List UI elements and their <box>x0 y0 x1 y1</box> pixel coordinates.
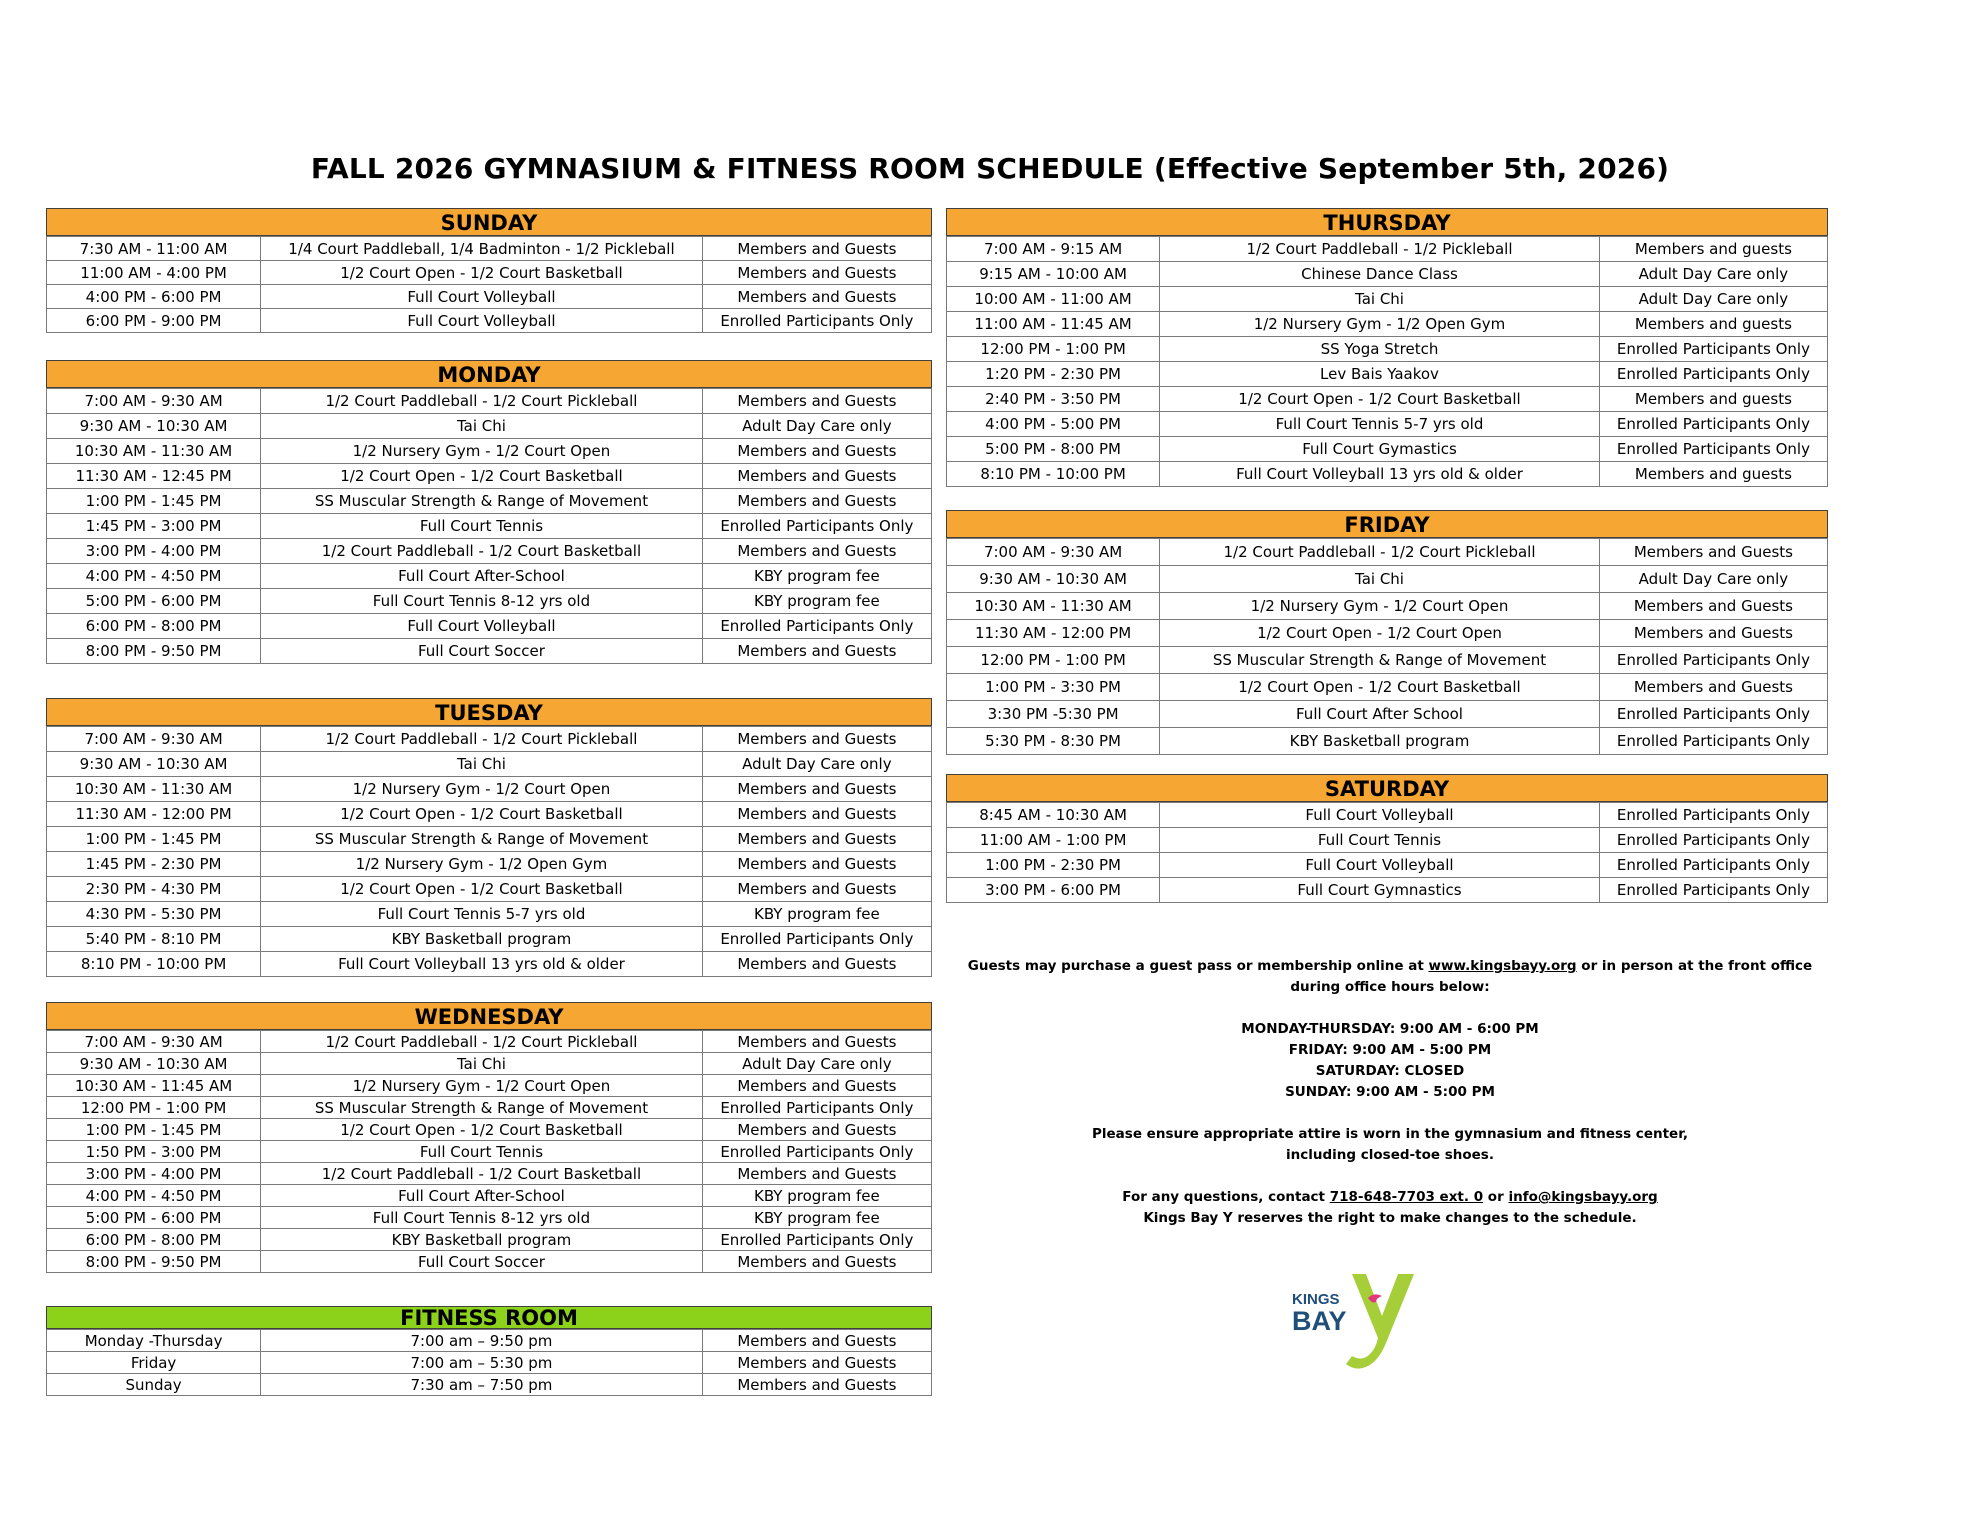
time-cell: 11:00 AM - 11:45 AM <box>947 312 1160 337</box>
schedule-row <box>47 1229 932 1251</box>
time-cell: 1:45 PM - 2:30 PM <box>47 852 261 877</box>
access-cell: Enrolled Participants Only <box>1599 412 1827 437</box>
schedule-row <box>947 312 1828 337</box>
activity-cell: 1/2 Court Open - 1/2 Court Basketball <box>1160 674 1600 701</box>
time-cell: 11:30 AM - 12:00 PM <box>47 802 261 827</box>
access-cell: Members and Guests <box>702 539 931 564</box>
schedule-row <box>47 1141 932 1163</box>
schedule-row <box>947 362 1828 387</box>
schedule-row <box>947 878 1828 903</box>
schedule-row <box>47 1330 932 1352</box>
fitness-room-table <box>46 1329 932 1396</box>
activity-cell: 1/2 Court Open - 1/2 Court Basketball <box>1160 387 1600 412</box>
activity-cell: Full Court Volleyball <box>1160 803 1600 828</box>
activity-cell: Full Court Volleyball 13 yrs old & older <box>261 952 703 977</box>
time-cell: 7:00 AM - 9:30 AM <box>47 727 261 752</box>
time-cell: 11:30 AM - 12:45 PM <box>47 464 261 489</box>
saturday-table <box>946 802 1828 903</box>
activity-cell: 1/2 Court Open - 1/2 Court Open <box>1160 620 1600 647</box>
time-cell: 4:00 PM - 5:00 PM <box>947 412 1160 437</box>
time-cell: 1:50 PM - 3:00 PM <box>47 1141 261 1163</box>
schedule-row <box>47 514 932 539</box>
time-cell: 1:00 PM - 1:45 PM <box>47 489 261 514</box>
access-cell: Adult Day Care only <box>1599 566 1827 593</box>
schedule-row <box>47 927 932 952</box>
access-cell: Enrolled Participants Only <box>702 1141 931 1163</box>
time-cell: 8:10 PM - 10:00 PM <box>47 952 261 977</box>
activity-cell: SS Muscular Strength & Range of Movement <box>1160 647 1600 674</box>
activity-cell: Full Court Tennis 5-7 yrs old <box>1160 412 1600 437</box>
activity-cell: 1/2 Nursery Gym - 1/2 Court Open <box>261 1075 703 1097</box>
activity-cell: 1/2 Court Open - 1/2 Court Basketball <box>261 802 703 827</box>
schedule-row <box>47 902 932 927</box>
activity-cell: Tai Chi <box>1160 566 1600 593</box>
time-cell: 2:30 PM - 4:30 PM <box>47 877 261 902</box>
time-cell: 11:00 AM - 4:00 PM <box>47 261 261 285</box>
time-cell: 4:00 PM - 6:00 PM <box>47 285 261 309</box>
fitness-room-section <box>46 1306 932 1396</box>
schedule-row <box>947 412 1828 437</box>
schedule-row <box>47 1053 932 1075</box>
activity-cell: Full Court Volleyball <box>261 614 703 639</box>
access-cell: Members and Guests <box>702 952 931 977</box>
schedule-row <box>947 828 1828 853</box>
schedule-row <box>47 1031 932 1053</box>
schedule-row <box>47 539 932 564</box>
access-cell: Members and Guests <box>702 727 931 752</box>
time-cell: 9:30 AM - 10:30 AM <box>47 752 261 777</box>
activity-cell: Full Court Tennis 8-12 yrs old <box>261 1207 703 1229</box>
time-cell: 5:40 PM - 8:10 PM <box>47 927 261 952</box>
rights-note: Kings Bay Y reserves the right to make changes to the schedule. <box>1143 1210 1637 1226</box>
access-cell: Enrolled Participants Only <box>1599 803 1827 828</box>
time-cell: 5:00 PM - 8:00 PM <box>947 437 1160 462</box>
activity-cell: Full Court Gymnastics <box>1160 878 1600 903</box>
activity-cell: 1/2 Court Paddleball - 1/2 Court Pickleball <box>1160 539 1600 566</box>
office-hours-mon-thu: MONDAY-THURSDAY: 9:00 AM - 6:00 PM <box>1241 1021 1539 1037</box>
time-cell: 5:00 PM - 6:00 PM <box>47 589 261 614</box>
activity-cell: Full Court After School <box>1160 701 1600 728</box>
access-cell: Members and guests <box>1599 462 1827 487</box>
access-cell: Members and Guests <box>702 237 931 261</box>
activity-cell: 1/2 Court Paddleball - 1/2 Court Basketball <box>261 1163 703 1185</box>
time-cell: 11:30 AM - 12:00 PM <box>947 620 1160 647</box>
activity-cell: 1/2 Court Open - 1/2 Court Basketball <box>261 261 703 285</box>
time-cell: 7:00 AM - 9:15 AM <box>947 237 1160 262</box>
wednesday-header: WEDNESDAY <box>46 1002 932 1030</box>
activity-cell: KBY Basketball program <box>261 927 703 952</box>
schedule-row <box>47 261 932 285</box>
time-cell: 2:40 PM - 3:50 PM <box>947 387 1160 412</box>
schedule-row <box>47 389 932 414</box>
access-cell: Adult Day Care only <box>702 1053 931 1075</box>
activity-cell: Full Court Gymastics <box>1160 437 1600 462</box>
time-cell: 12:00 PM - 1:00 PM <box>947 337 1160 362</box>
schedule-row <box>47 589 932 614</box>
schedule-row <box>947 387 1828 412</box>
access-cell: Members and guests <box>1599 387 1827 412</box>
access-cell: Adult Day Care only <box>702 752 931 777</box>
access-cell: Members and Guests <box>1599 674 1827 701</box>
office-hours-fri: FRIDAY: 9:00 AM - 5:00 PM <box>1288 1042 1492 1058</box>
activity-cell: Full Court Tennis <box>1160 828 1600 853</box>
activity-cell: SS Muscular Strength & Range of Movement <box>261 1097 703 1119</box>
access-cell: Members and Guests <box>702 1330 931 1352</box>
activity-cell: KBY Basketball program <box>1160 728 1600 755</box>
access-cell: Enrolled Participants Only <box>1599 337 1827 362</box>
time-cell: 1:45 PM - 3:00 PM <box>47 514 261 539</box>
access-cell: Members and Guests <box>702 827 931 852</box>
time-cell: 4:00 PM - 4:50 PM <box>47 1185 261 1207</box>
time-cell: Friday <box>47 1352 261 1374</box>
activity-cell: Full Court Volleyball <box>261 285 703 309</box>
activity-cell: Lev Bais Yaakov <box>1160 362 1600 387</box>
tuesday-section <box>46 698 932 977</box>
access-cell: Members and Guests <box>702 489 931 514</box>
time-cell: 12:00 PM - 1:00 PM <box>47 1097 261 1119</box>
attire-note-line2: including closed-toe shoes. <box>1286 1147 1494 1163</box>
schedule-row <box>47 777 932 802</box>
schedule-row <box>47 414 932 439</box>
time-cell: 6:00 PM - 9:00 PM <box>47 309 261 333</box>
schedule-row <box>47 1163 932 1185</box>
attire-note-line1: Please ensure appropriate attire is worn in the gymnasium and fitness center, <box>1092 1126 1688 1142</box>
monday-section <box>46 360 932 664</box>
activity-cell: Full Court Volleyball 13 yrs old & older <box>1160 462 1600 487</box>
activity-cell: Full Court Volleyball <box>1160 853 1600 878</box>
schedule-row <box>47 1374 932 1396</box>
time-cell: 7:00 AM - 9:30 AM <box>47 389 261 414</box>
access-cell: Adult Day Care only <box>1599 287 1827 312</box>
schedule-row <box>947 674 1828 701</box>
access-cell: Members and Guests <box>702 261 931 285</box>
contact-note: For any questions, contact 718-648-7703 ext. 0 or info@kingsbayy.org <box>1122 1189 1658 1205</box>
time-cell: 1:00 PM - 1:45 PM <box>47 827 261 852</box>
guest-pass-note: Guests may purchase a guest pass or membership online at www.kingsbayy.org or in person at the front office during office hours below: <box>967 958 1813 995</box>
activity-cell: Tai Chi <box>1160 287 1600 312</box>
activity-cell: 1/4 Court Paddleball, 1/4 Badminton - 1/2 Pickleball <box>261 237 703 261</box>
time-cell: 5:00 PM - 6:00 PM <box>47 1207 261 1229</box>
time-cell: 7:00 AM - 9:30 AM <box>947 539 1160 566</box>
activity-cell: KBY Basketball program <box>261 1229 703 1251</box>
office-hours-sun: SUNDAY: 9:00 AM - 5:00 PM <box>1285 1084 1495 1100</box>
logo-kings-text: KINGS <box>1292 1291 1340 1308</box>
activity-cell: 1/2 Court Open - 1/2 Court Basketball <box>261 877 703 902</box>
access-cell: Members and Guests <box>702 464 931 489</box>
activity-cell: SS Muscular Strength & Range of Movement <box>261 827 703 852</box>
schedule-row <box>47 1207 932 1229</box>
schedule-row <box>947 237 1828 262</box>
schedule-row <box>47 1251 932 1273</box>
sunday-header: SUNDAY <box>46 208 932 236</box>
access-cell: Members and Guests <box>702 389 931 414</box>
wednesday-section <box>46 1002 932 1273</box>
activity-cell: Full Court Tennis <box>261 1141 703 1163</box>
friday-section <box>946 510 1828 755</box>
info-block <box>950 956 1830 1229</box>
activity-cell: 1/2 Nursery Gym - 1/2 Court Open <box>1160 593 1600 620</box>
saturday-header: SATURDAY <box>946 774 1828 802</box>
schedule-row <box>947 853 1828 878</box>
access-cell: Enrolled Participants Only <box>702 614 931 639</box>
activity-cell: 1/2 Court Paddleball - 1/2 Court Pickleball <box>261 1031 703 1053</box>
access-cell: Adult Day Care only <box>702 414 931 439</box>
page-title: FALL 2026 GYMNASIUM & FITNESS ROOM SCHEDULE (Effective September 5th, 2026) <box>310 152 1670 185</box>
schedule-row <box>47 237 932 261</box>
access-cell: Enrolled Participants Only <box>1599 878 1827 903</box>
activity-cell: SS Muscular Strength & Range of Movement <box>261 489 703 514</box>
schedule-row <box>47 727 932 752</box>
schedule-row <box>947 647 1828 674</box>
schedule-row <box>947 262 1828 287</box>
schedule-row <box>47 1097 932 1119</box>
time-cell: 7:30 AM - 11:00 AM <box>47 237 261 261</box>
time-cell: 12:00 PM - 1:00 PM <box>947 647 1160 674</box>
access-cell: Enrolled Participants Only <box>702 927 931 952</box>
access-cell: Members and Guests <box>702 1031 931 1053</box>
access-cell: Enrolled Participants Only <box>1599 437 1827 462</box>
activity-cell: Full Court Tennis 5-7 yrs old <box>261 902 703 927</box>
access-cell: Members and Guests <box>702 439 931 464</box>
wednesday-table <box>46 1030 932 1273</box>
access-cell: KBY program fee <box>702 1207 931 1229</box>
schedule-row <box>47 489 932 514</box>
time-cell: 8:00 PM - 9:50 PM <box>47 639 261 664</box>
schedule-row <box>47 827 932 852</box>
access-cell: Enrolled Participants Only <box>1599 853 1827 878</box>
activity-cell: Full Court After-School <box>261 564 703 589</box>
schedule-row <box>47 564 932 589</box>
activity-cell: SS Yoga Stretch <box>1160 337 1600 362</box>
schedule-row <box>947 462 1828 487</box>
time-cell: 3:30 PM -5:30 PM <box>947 701 1160 728</box>
time-cell: 8:45 AM - 10:30 AM <box>947 803 1160 828</box>
access-cell: Enrolled Participants Only <box>702 309 931 333</box>
access-cell: Members and Guests <box>702 777 931 802</box>
activity-cell: Tai Chi <box>261 1053 703 1075</box>
email-link[interactable]: info@kingsbayy.org <box>1508 1189 1658 1205</box>
schedule-row <box>947 337 1828 362</box>
sunday-section <box>46 208 932 333</box>
time-cell: 1:00 PM - 1:45 PM <box>47 1119 261 1141</box>
access-cell: KBY program fee <box>702 564 931 589</box>
logo-bay-text: BAY <box>1292 1306 1347 1336</box>
schedule-row <box>947 701 1828 728</box>
access-cell: Enrolled Participants Only <box>1599 728 1827 755</box>
schedule-row <box>947 566 1828 593</box>
time-cell: 1:00 PM - 3:30 PM <box>947 674 1160 701</box>
tuesday-header: TUESDAY <box>46 698 932 726</box>
schedule-row <box>47 614 932 639</box>
time-cell: 3:00 PM - 4:00 PM <box>47 1163 261 1185</box>
access-cell: Members and guests <box>1599 237 1827 262</box>
access-cell: Enrolled Participants Only <box>1599 647 1827 674</box>
kings-bay-y-logo <box>1290 1268 1440 1378</box>
access-cell: Members and Guests <box>1599 593 1827 620</box>
monday-table <box>46 388 932 664</box>
access-cell: Members and Guests <box>702 1374 931 1396</box>
access-cell: Members and Guests <box>702 877 931 902</box>
sunday-table <box>46 236 932 333</box>
saturday-section <box>946 774 1828 903</box>
time-cell: Sunday <box>47 1374 261 1396</box>
access-cell: Enrolled Participants Only <box>1599 701 1827 728</box>
time-cell: 10:30 AM - 11:30 AM <box>47 439 261 464</box>
activity-cell: Full Court Soccer <box>261 1251 703 1273</box>
schedule-row <box>47 439 932 464</box>
schedule-row <box>947 437 1828 462</box>
access-cell: Members and Guests <box>702 1163 931 1185</box>
logo-y-icon <box>1346 1274 1414 1369</box>
access-cell: KBY program fee <box>702 589 931 614</box>
schedule-row <box>47 285 932 309</box>
schedule-row <box>47 852 932 877</box>
time-cell: 10:30 AM - 11:45 AM <box>47 1075 261 1097</box>
time-cell: 4:30 PM - 5:30 PM <box>47 902 261 927</box>
time-cell: 8:00 PM - 9:50 PM <box>47 1251 261 1273</box>
time-cell: 10:30 AM - 11:30 AM <box>947 593 1160 620</box>
time-cell: 3:00 PM - 6:00 PM <box>947 878 1160 903</box>
schedule-row <box>47 802 932 827</box>
schedule-row <box>47 1075 932 1097</box>
schedule-row <box>47 752 932 777</box>
thursday-table <box>946 236 1828 487</box>
activity-cell: Full Court Volleyball <box>261 309 703 333</box>
access-cell: Members and Guests <box>702 1352 931 1374</box>
schedule-row <box>47 464 932 489</box>
time-cell: 1:00 PM - 2:30 PM <box>947 853 1160 878</box>
access-cell: KBY program fee <box>702 1185 931 1207</box>
time-cell: 10:00 AM - 11:00 AM <box>947 287 1160 312</box>
activity-cell: 1/2 Court Open - 1/2 Court Basketball <box>261 464 703 489</box>
access-cell: Members and Guests <box>702 802 931 827</box>
schedule-row <box>47 1185 932 1207</box>
access-cell: Members and Guests <box>702 1075 931 1097</box>
time-cell: 5:30 PM - 8:30 PM <box>947 728 1160 755</box>
activity-cell: Tai Chi <box>261 414 703 439</box>
access-cell: Members and Guests <box>702 1251 931 1273</box>
time-cell: 6:00 PM - 8:00 PM <box>47 1229 261 1251</box>
monday-header: MONDAY <box>46 360 932 388</box>
access-cell: Members and Guests <box>702 1119 931 1141</box>
activity-cell: Full Court After-School <box>261 1185 703 1207</box>
friday-table <box>946 538 1828 755</box>
time-cell: 10:30 AM - 11:30 AM <box>47 777 261 802</box>
schedule-row <box>47 952 932 977</box>
schedule-row <box>47 639 932 664</box>
access-cell: Members and Guests <box>702 639 931 664</box>
access-cell: Enrolled Participants Only <box>702 1097 931 1119</box>
friday-header: FRIDAY <box>946 510 1828 538</box>
activity-cell: 1/2 Nursery Gym - 1/2 Open Gym <box>1160 312 1600 337</box>
schedule-row <box>47 1352 932 1374</box>
access-cell: Members and Guests <box>702 285 931 309</box>
time-cell: 3:00 PM - 4:00 PM <box>47 539 261 564</box>
access-cell: Enrolled Participants Only <box>702 514 931 539</box>
time-cell: 4:00 PM - 4:50 PM <box>47 564 261 589</box>
access-cell: Members and Guests <box>702 852 931 877</box>
activity-cell: 7:00 am – 9:50 pm <box>261 1330 703 1352</box>
activity-cell: Full Court Tennis 8-12 yrs old <box>261 589 703 614</box>
activity-cell: 1/2 Nursery Gym - 1/2 Open Gym <box>261 852 703 877</box>
activity-cell: 1/2 Court Open - 1/2 Court Basketball <box>261 1119 703 1141</box>
activity-cell: Chinese Dance Class <box>1160 262 1600 287</box>
office-hours-sat: SATURDAY: CLOSED <box>1315 1063 1465 1079</box>
schedule-row <box>47 877 932 902</box>
activity-cell: 1/2 Nursery Gym - 1/2 Court Open <box>261 439 703 464</box>
tuesday-table <box>46 726 932 977</box>
access-cell: KBY program fee <box>702 902 931 927</box>
access-cell: Enrolled Participants Only <box>1599 828 1827 853</box>
time-cell: 6:00 PM - 8:00 PM <box>47 614 261 639</box>
access-cell: Members and Guests <box>1599 539 1827 566</box>
activity-cell: Full Court Soccer <box>261 639 703 664</box>
time-cell: 9:30 AM - 10:30 AM <box>947 566 1160 593</box>
access-cell: Adult Day Care only <box>1599 262 1827 287</box>
access-cell: Enrolled Participants Only <box>1599 362 1827 387</box>
time-cell: 9:15 AM - 10:00 AM <box>947 262 1160 287</box>
access-cell: Members and guests <box>1599 312 1827 337</box>
schedule-row <box>947 620 1828 647</box>
schedule-row <box>947 803 1828 828</box>
phone-link[interactable]: 718-648-7703 ext. 0 <box>1329 1189 1484 1205</box>
fitness-room-header: FITNESS ROOM <box>46 1306 932 1329</box>
activity-cell: 7:30 am – 7:50 pm <box>261 1374 703 1396</box>
activity-cell: 1/2 Court Paddleball - 1/2 Court Pickleball <box>261 727 703 752</box>
access-cell: Enrolled Participants Only <box>702 1229 931 1251</box>
time-cell: 11:00 AM - 1:00 PM <box>947 828 1160 853</box>
time-cell: 7:00 AM - 9:30 AM <box>47 1031 261 1053</box>
schedule-row <box>947 287 1828 312</box>
activity-cell: 1/2 Nursery Gym - 1/2 Court Open <box>261 777 703 802</box>
time-cell: 9:30 AM - 10:30 AM <box>47 414 261 439</box>
time-cell: Monday -Thursday <box>47 1330 261 1352</box>
activity-cell: 1/2 Court Paddleball - 1/2 Court Pickleball <box>261 389 703 414</box>
website-link[interactable]: www.kingsbayy.org <box>1428 958 1577 974</box>
access-cell: Members and Guests <box>1599 620 1827 647</box>
thursday-header: THURSDAY <box>946 208 1828 236</box>
schedule-row <box>947 593 1828 620</box>
activity-cell: 1/2 Court Paddleball - 1/2 Pickleball <box>1160 237 1600 262</box>
time-cell: 1:20 PM - 2:30 PM <box>947 362 1160 387</box>
time-cell: 9:30 AM - 10:30 AM <box>47 1053 261 1075</box>
schedule-row <box>47 1119 932 1141</box>
activity-cell: 7:00 am – 5:30 pm <box>261 1352 703 1374</box>
time-cell: 8:10 PM - 10:00 PM <box>947 462 1160 487</box>
schedule-row <box>47 309 932 333</box>
activity-cell: 1/2 Court Paddleball - 1/2 Court Basketball <box>261 539 703 564</box>
activity-cell: Full Court Tennis <box>261 514 703 539</box>
schedule-row <box>947 539 1828 566</box>
schedule-row <box>947 728 1828 755</box>
thursday-section <box>946 208 1828 487</box>
activity-cell: Tai Chi <box>261 752 703 777</box>
